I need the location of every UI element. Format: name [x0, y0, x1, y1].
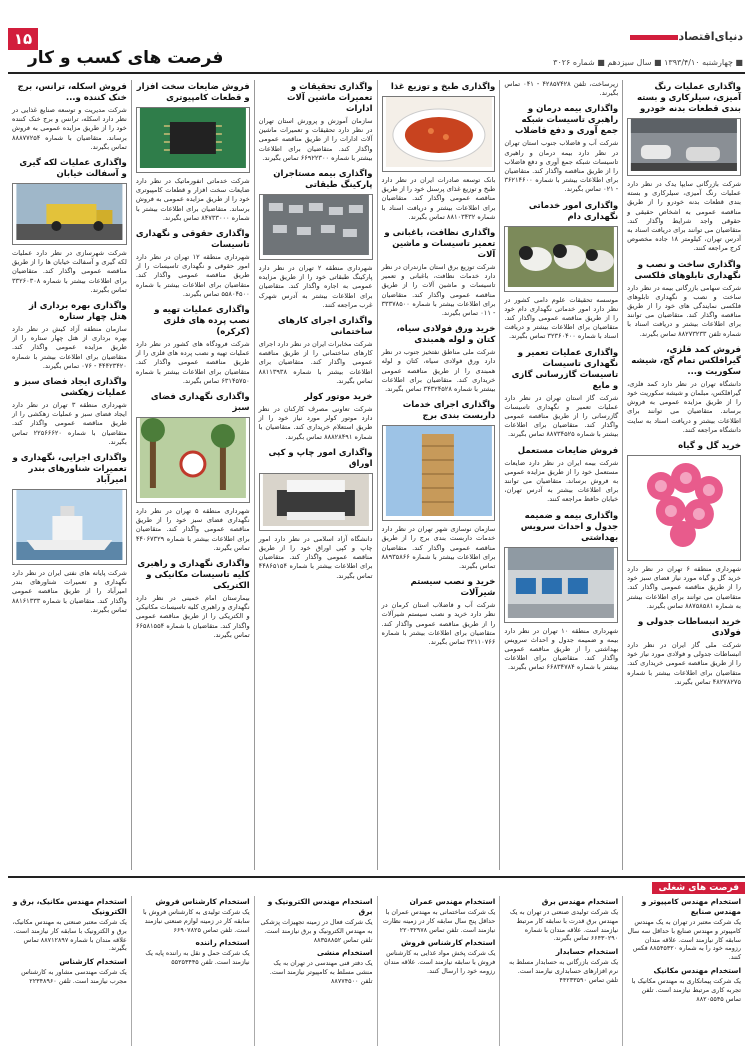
- ad-item: [504, 80, 618, 98]
- ad-title: واگذاری بهره برداری از هتل چهار ستاره: [28, 301, 127, 323]
- ad-title: واگذاری تحقیقات و تعمیرات ماشین آلات ادارات: [286, 82, 373, 114]
- classified-title: استخدام کارشناس فروش: [401, 938, 496, 948]
- ad-column: [499, 80, 622, 870]
- ad-item: [382, 324, 496, 394]
- car-factory-icon: [627, 118, 741, 176]
- ad-item: [259, 82, 373, 163]
- ad-column: [8, 80, 131, 870]
- classified-item: [627, 897, 741, 962]
- ad-item: [382, 400, 496, 571]
- ad-title: واگذاری ایجاد فضای سبز و عملیات زهکشی: [14, 377, 127, 399]
- classified-title: استخدام مهندس عمران: [409, 897, 496, 906]
- classified-column: [131, 896, 254, 1046]
- ad-body: شرکت شهرسازی در نظر دارد عملیات لکه گیری و آسفالت خیابان ها را از طریق مناقصه عمومی واگذار کند. متقاضیان برای اطلاعات بیشتر با شماره ۳۳۲۶۰۳۰۸ تماس بگیرند.: [12, 249, 127, 294]
- ad-body: شرکت ملی مناطق نفتخیز جنوب در نظر دارد ورق فولادی سیاه، کتان و لوله همبندی را از طریق مناقصه عمومی خریداری کند. متقاضیان برای اطلاعات بیشتر با شماره ۳۴۳۲۴۵۲۸ تماس بگیرند.: [381, 348, 496, 394]
- ad-item: [504, 201, 618, 342]
- ad-body: شرکت سهامی بازرگانی بیمه در نظر دارد ساخت و نصب و نگهداری تابلوهای فلکسی نمایندگی های خود را از طریق مناقصه واگذار کند. متقاضیان می توانند برای اطلاعات بیشتر و دریافت اسناد با شماره تلفن ۸۸۲۷۳۲۳۳ تماس بگیرند.: [627, 283, 741, 338]
- ad-body: دانشگاه آزاد اسلامی در نظر دارد امور چاپ و کپی اوراق خود را از طریق مناقصه عمومی واگذار کند. متقاضیان برای اطلاعات بیشتر با شماره ۴۴۸۶۵۱۵۴ تماس بگیرند.: [258, 534, 373, 580]
- classified-column: [622, 896, 745, 1046]
- classified-title: استخدام مهندس برق: [541, 897, 619, 906]
- classifieds-columns: [8, 896, 745, 1046]
- ad-title: فروش ضایعات سخت افزار و قطعات کامپیوتری: [136, 82, 250, 103]
- ad-title: واگذاری بیمه مستاجران پارکینگ طبقاتی: [273, 169, 373, 191]
- classified-body: یک شرکت مهندسی مشاور به کارشناس مجرب نیازمند است. تلفن ۲۲۳۴۸۹۶۰: [21, 968, 127, 985]
- ad-body: شرکت گاز استان تهران در نظر دارد عملیات تعمیر و نگهداری تاسیسات گازرسانی را از طریق مناقصه عمومی واگذار کند. متقاضیان برای اطلاعات بیشتر با شماره ۸۸۷۳۴۵۲۵ تماس بگیرند.: [504, 393, 619, 439]
- classified-item: [504, 947, 618, 984]
- ad-item: [382, 577, 496, 647]
- brand-name: دنیای‌اقتصاد: [678, 30, 743, 43]
- park-icon: [136, 417, 250, 503]
- page-number: ۱۵: [8, 28, 38, 50]
- ad-title: واگذاری نگهداری فضای سبز: [150, 392, 250, 414]
- ad-title: واگذاری نظافت، باغبانی و تعمیر تاسیسات و ماشین آلات: [384, 228, 496, 261]
- ad-body: شرکت ملی گاز ایران در نظر دارد انبساطات جدولی و فولادی مورد نیاز خود را از طریق مناقصه عمومی خریداری کند. متقاضیان برای اطلاعات بیشتر با شماره ۴۸۲۷۸۲۷۵ تماس بگیرند.: [627, 641, 741, 686]
- ad-body: شرکت تعاونی مصرف کارکنان در نظر دارد موتور کولر مورد نیاز خود را از طریق استعلام خریداری کند. متقاضیان با شماره ۸۸۸۲۸۴۹۱ تماس بگیرند.: [258, 405, 373, 441]
- ad-title: واگذاری اجرایی، نگهداری و تعمیرات شناورهای بندر امیرآباد: [12, 453, 127, 486]
- classified-item: [504, 897, 618, 943]
- classified-title: استخدام مهندس مکانیک: [653, 965, 741, 975]
- sheep-icon: [504, 226, 618, 292]
- roses-icon: [627, 455, 741, 561]
- ad-body: شهرداری منطقه ۱۰ تهران در نظر دارد بیمه و ضمیمه جدول و احداث سرویس بهداشتی را از طریق مناقصه عمومی واگذار کند. متقاضیان برای اطلاعات بیشتر با شماره ۶۶۸۳۴۷۸۴ تماس بگیرند.: [504, 626, 619, 672]
- ad-body: شرکت مخابرات ایران در نظر دارد اجرای کارهای ساختمانی را از طریق مناقصه عمومی واگذار کند. متقاضیان برای اطلاعات بیشتر با شماره ۸۸۱۱۳۹۳۸ تماس بگیرند.: [258, 340, 373, 385]
- ad-item: [136, 305, 250, 386]
- ad-body: شرکت آب و فاضلاب جنوب استان تهران در نظر دارد بیمه درمان و راهبری تاسیسات شبکه جمع آوری و دفع فاضلاب را از طریق مناقصه واگذار کند. متقاضیان برای اطلاعات بیشتر با شماره ۳۶۲۱۴۶۰۰ - ۰۲۱ تماس بگیرند.: [504, 139, 619, 194]
- ad-item: [504, 511, 618, 673]
- ad-title: واگذاری اجرای کارهای ساختمانی: [277, 316, 373, 338]
- ad-body: بانک توسعه صادرات ایران در نظر دارد طبخ و توزیع غذای پرسنل خود را از طریق مناقصه عمومی واگذار کند. متقاضیان برای اطلاعات بیشتر و دریافت اسناد با شماره ۸۸۱۰۳۴۳۲ تماس بگیرند.: [381, 176, 496, 221]
- ad-body: سازمان نوسازی شهر تهران در نظر دارد خدمات داربست بندی برج را از طریق مناقصه عمومی واگذار کند. متقاضیان برای اطلاعات بیشتر با شماره ۸۸۹۳۵۸۶۶ تماس بگیرند.: [381, 525, 496, 571]
- ad-body: سازمان منطقه آزاد کیش در نظر دارد بهره برداری از هتل چهار ستاره را از طریق مزایده عمومی واگذار کند. متقاضیان برای اطلاعات بیشتر با شماره ۴۴۴۲۳۴۲۰ - ۰۷۶ تماس بگیرند.: [12, 325, 127, 370]
- ad-body: شهرداری منطقه ۳ تهران در نظر دارد ایجاد فضای سبز و عملیات زهکشی را از طریق مناقصه عمومی واگذار کند. متقاضیان با شماره ۲۲۵۶۶۶۲۰ تماس بگیرند.: [12, 401, 127, 446]
- classified-title: استخدام مهندس الکترونیک و برق: [267, 897, 373, 916]
- ad-body: موسسه تحقیقات علوم دامی کشور در نظر دارد امور خدماتی نگهداری دام خود را از طریق مناقصه عمومی واگذار کند. متقاضیان برای اطلاعات بیشتر و دریافت اسناد با شماره ۳۲۳۶۰۴۰۰ تماس بگیرند.: [504, 295, 619, 341]
- ad-body: شرکت بیمه ایران در نظر دارد ضایعات مستعمل خود را از طریق مزایده عمومی به فروش برساند. متقاضیان می توانند برای اطلاعات بیشتر به آدرس تهران، خیابان حافظ مراجعه کنند.: [504, 458, 619, 504]
- classified-body: یک شرکت ساختمانی به مهندس عمران با حداقل پنج سال سابقه کار در زمینه نظارت نیازمند است. تلفن تماس ۲۲۰۳۲۹۷۸: [382, 908, 496, 934]
- ad-item: [136, 82, 250, 223]
- ad-title: خرید موتور کولر: [304, 392, 373, 403]
- ad-body: شرکت پایانه های نفتی ایران در نظر دارد نگهداری و تعمیرات شناورهای بندر امیرآباد را از طریق مناقصه عمومی واگذار کند. متقاضیان با شماره ۸۸۱۶۱۳۳۳ تماس بگیرند.: [12, 569, 127, 614]
- printer-icon: [259, 473, 373, 531]
- ad-item: [259, 316, 373, 386]
- ad-title: واگذاری ساخت و نصب و نگهداری تابلوهای فلکسی: [634, 259, 741, 281]
- ad-body: شهرداری منطقه ۲ تهران در نظر دارد پارکینگ طبقاتی خود را از طریق مزایده عمومی به اجاره واگذار کند. متقاضیان برای اطلاعات بیشتر به آدرس شهرک غرب مراجعه کنند.: [258, 264, 373, 309]
- ad-title: فروش کمد فلزی، گیرافلکس تمام گچ، شیشه سکوریت و...: [631, 344, 741, 377]
- ad-item: [259, 169, 373, 310]
- soup-icon: [382, 96, 496, 172]
- ad-item: [259, 392, 373, 442]
- classified-column: [8, 896, 131, 1046]
- brand-logo: [626, 30, 743, 43]
- section-title: فرصت های کسب و کار: [28, 48, 224, 68]
- ad-column: [622, 80, 745, 870]
- ad-item: [504, 348, 618, 440]
- ad-item: [627, 617, 741, 687]
- ad-item: [12, 158, 127, 295]
- classified-item: [136, 938, 250, 967]
- classified-title: استخدام کارشناس فروش: [155, 897, 250, 906]
- classifieds-title: فرصت های شغلی: [652, 882, 745, 894]
- classified-item: [259, 897, 373, 944]
- tower-icon: [382, 425, 496, 521]
- ad-title: واگذاری طبخ و توزیع غذا: [390, 82, 496, 92]
- classified-body: یک شرکت معتبر در تهران به یک مهندس کامپیوتر و مهندس صنایع با حداقل سه سال سابقه کار نیازمند است. علاقه مندان رزومه خود را به شماره ۸۸۵۴۵۳۲۰ فکس کنند.: [627, 918, 741, 962]
- classified-body: یک شرکت بازرگانی به حسابدار مسلط به نرم افزارهای حسابداری نیازمند است. تلفن تماس ۴۴۲۳۳۵۹۰: [508, 958, 619, 984]
- classified-item: [259, 948, 373, 985]
- ad-title: واگذاری حقوقی و نگهداری تاسیسات: [135, 229, 250, 251]
- classified-item: [382, 897, 496, 934]
- ad-body: شهرداری منطقه ۵ تهران در نظر دارد نگهداری فضای سبز خود را از طریق مناقصه عمومی واگذار کند. متقاضیان برای اطلاعات بیشتر با شماره ۴۴۰۶۷۳۲۹ تماس بگیرند.: [135, 507, 250, 552]
- ad-body: بیمارستان امام خمینی در نظر دارد نگهداری و راهبری کلیه تاسیسات مکانیکی و الکتریکی را از طریق مناقصه عمومی واگذار کند. متقاضیان با شماره ۶۶۵۸۱۵۵۴ تماس بگیرند.: [135, 594, 250, 639]
- ad-item: [504, 104, 618, 194]
- ad-body: شهرداری منطقه ۶ تهران در نظر دارد خرید گل و گیاه مورد نیاز فضای سبز خود را از طریق مناقصه عمومی واگذار کند. متقاضیان می توانند برای اطلاعات بیشتر به شماره ۸۸۷۵۸۵۸۱ تماس بگیرند.: [627, 565, 742, 610]
- ad-body: شرکت توزیع برق استان مازندران در نظر دارد خدمات نظافت، باغبانی و تعمیر تاسیسات و ماشین آلات را از طریق مناقصه عمومی واگذار کند. متقاضیان برای اطلاعات بیشتر با شماره ۳۳۳۷۸۵۰۰ - ۰۱۱ تماس بگیرند.: [381, 263, 496, 318]
- ad-title: واگذاری امور چاپ و کپی اوراق: [268, 447, 373, 469]
- classified-item: [12, 897, 127, 953]
- brand-bar: [630, 35, 678, 40]
- ad-column: [131, 80, 254, 870]
- classifieds-section: [8, 876, 745, 1048]
- ad-body: سازمان آموزش و پرورش استان تهران در نظر دارد تحقیقات و تعمیرات ماشین آلات ادارات را از طریق مناقصه عمومی واگذار کند. متقاضیان برای اطلاعات بیشتر با شماره ۶۶۹۲۲۳۰۰ تماس بگیرند.: [258, 117, 373, 162]
- ad-body: دانشگاه تهران در نظر دارد کمد فلزی، گیرافلکس، مبلمان و شیشه سکوریت خود را از طریق مزایده عمومی به فروش برساند. متقاضیان می توانند برای اطلاعات بیشتر و دریافت اسناد به سایت دانشگاه مراجعه کنند.: [627, 379, 741, 434]
- classified-body: یک شرکت حمل و نقل به راننده پایه یک نیازمند است. تلفن ۵۵۲۵۳۴۴۵: [145, 949, 250, 967]
- ad-body: شهرداری منطقه ۱۲ تهران در نظر دارد امور حقوقی و نگهداری تاسیسات را از طریق مناقصه عمومی واگذار کند. متقاضیان برای اطلاعات بیشتر با شماره ۵۵۸۰۴۵۰۰ تماس بگیرند.: [135, 253, 250, 298]
- ad-title: واگذاری عملیات تعمیر و نگهداری تاسیسات تاسیسات گازرسانی گازی و مایع: [511, 347, 619, 391]
- ad-title: واگذاری امور خدماتی نگهداری دام: [528, 200, 619, 222]
- ad-item: [259, 448, 373, 581]
- ad-item: [627, 345, 741, 435]
- ad-title: واگذاری عملیات رنگ آمیزی، سیلرکاری و بسته بندی قطعات بدنه خودرو: [637, 82, 741, 114]
- ad-title: واگذاری بیمه درمان و راهبری تاسیسات شبکه جمع آوری و دفع فاضلاب: [514, 104, 619, 137]
- ad-item: [12, 377, 127, 447]
- ad-item: [627, 441, 741, 611]
- ad-title: واگذاری اجرای خدمات داربست بندی برج: [402, 400, 496, 422]
- ad-body: شرکت بازرگانی سایپا یدک در نظر دارد عملیات رنگ آمیزی، سیلرکاری و بسته بندی قطعات بدنه خودرو را از طریق مناقصه عمومی به اشخاص حقیقی و حقوقی واجد شرایط واگذار کند. متقاضیان می توانند برای دریافت اسناد به آدرس تهران، کیلومتر ۱۸ جاده مخصوص کرج مراجعه کنند.: [627, 180, 741, 253]
- ad-title: واگذاری عملیات لکه گیری و آسفالت خیابان: [19, 158, 127, 180]
- ad-item: [627, 260, 741, 339]
- ad-item: [12, 301, 127, 371]
- ad-title: واگذاری نگهداری و راهبری کلیه تاسیسات مکانیکی و الکتریکی: [137, 559, 250, 592]
- parking-icon: [259, 194, 373, 260]
- ad-body: شرکت خدماتی انفورماتیک در نظر دارد ضایعات سخت افزار و قطعات کامپیوتری خود را از طریق مزایده عمومی به فروش برساند. متقاضیان برای اطلاعات بیشتر با شماره ۸۴۷۳۳۰۰۰ تماس بگیرند.: [135, 177, 250, 222]
- ad-column: [377, 80, 500, 870]
- classified-item: [12, 957, 127, 986]
- ad-body: شرکت آب و فاضلاب استان کرمان در نظر دارد خرید و نصب سیستم شیرآلات را از طریق مناقصه عمومی واگذار کند. متقاضیان برای اطلاعات بیشتر با شماره ۳۲۱۱۰۷۶۶ تماس بگیرند.: [381, 601, 496, 647]
- ad-item: [504, 446, 618, 505]
- ad-item: [382, 82, 496, 222]
- ad-item: [12, 82, 127, 152]
- classified-body: یک شرکت فعال در زمینه تجهیزات پزشکی به مهندس الکترونیک و برق نیازمند است. تلفن تماس ۸۸۳۵۸۸۵۲: [260, 918, 373, 944]
- classified-column: [499, 896, 622, 1046]
- classified-body: یک شرکت پیمانکاری به مهندس مکانیک با تجربه کاری مرتبط نیازمند است. تلفن تماس ۸۸۲۰۵۵۴۵: [631, 976, 741, 1003]
- classified-column: [377, 896, 500, 1046]
- chip-icon: [136, 107, 250, 173]
- ad-body: شرکت مدیریت و توسعه صنایع غذایی در نظر دارد اسکله، ترانس و برج خنک کننده خود را از طریق مزایده عمومی به فروش برساند. متقاضیان با شماره ۸۸۸۷۷۲۵۴ تماس بگیرند.: [12, 106, 127, 151]
- ad-title: واگذاری عملیات تهیه و نصب پرده های فلزی (کرکره): [154, 305, 250, 338]
- classified-item: [136, 897, 250, 934]
- classified-item: [627, 966, 741, 1003]
- classified-item: [382, 938, 496, 975]
- page-header: [8, 28, 745, 74]
- classified-body: یک شرکت معتبر صنعتی به مهندس مکانیک، برق و الکترونیک با سابقه کار نیازمند است. علاقه مندان با شماره ۸۸۷۱۲۸۹۷ تماس بگیرند.: [12, 918, 127, 953]
- ad-item: [627, 82, 741, 254]
- classified-body: یک شرکت تولیدی صنعتی در تهران به یک مهندس برق قدرت با سابقه کار مرتبط نیازمند است. علاقه مندان با شماره ۶۶۴۳۰۲۹۰ تماس بگیرند.: [509, 908, 619, 943]
- ad-item: [136, 559, 250, 640]
- ad-body: زیرساخت، تلفن ۴۲۸۵۷۴۲۸ - ۰۴۱ تماس بگیرند.: [504, 80, 619, 98]
- classified-title: استخدام مهندس مکانیک، برق و الکترونیک: [12, 897, 127, 916]
- classified-column: [254, 896, 377, 1046]
- ad-item: [136, 229, 250, 299]
- ad-item: [12, 453, 127, 615]
- classified-title: استخدام کارشناس: [59, 957, 127, 967]
- ad-title: خرید و نصب سیستم شیرآلات: [410, 577, 496, 599]
- asphalt-truck-icon: [12, 183, 127, 245]
- ad-column: [254, 80, 377, 870]
- ship-icon: [12, 489, 127, 565]
- ad-title: فروش اسکله، ترانس، برج خنک کننده و...: [17, 82, 127, 103]
- ad-item: [382, 228, 496, 318]
- classified-title: استخدام حسابدار: [555, 947, 619, 957]
- ad-title: خرید ورق فولادی سیاه، کتان و لوله همبندی: [396, 324, 496, 346]
- classified-title: استخدام راننده: [195, 938, 250, 948]
- ads-columns: [8, 80, 745, 870]
- classified-title: استخدام مهندس کامپیوتر و مهندس صنایع: [641, 897, 741, 916]
- ad-title: فروش ضایعات مستعمل: [517, 445, 619, 456]
- ad-title: خرید انبساطات جدولی و فولادی: [638, 617, 741, 639]
- classified-body: یک شرکت پخش مواد غذایی به کارشناس فروش با سابقه نیازمند است. علاقه مندان رزومه خود را ارسال کنند.: [384, 949, 496, 975]
- classified-title: استخدام منشی: [316, 948, 373, 958]
- ad-item: [136, 392, 250, 553]
- ad-body: شرکت فرودگاه های کشور در نظر دارد عملیات تهیه و نصب پرده های فلزی را از طریق مناقصه عمومی واگذار کند. متقاضیان برای اطلاعات بیشتر با شماره ۶۳۱۴۵۷۵۰ تماس بگیرند.: [135, 340, 250, 385]
- tunnel-icon: [504, 547, 618, 623]
- dateline: ■ چهارشنبه ۱۳۹۳/۴/۱۰ ■ سال سیزدهم ■ شماره ۳۰۲۶: [553, 58, 743, 67]
- classified-body: یک شرکت تولیدی به کارشناس فروش با سابقه کار در زمینه لوازم صنعتی نیازمند است. تلفن تماس ۶۶۹۰۷۸۲۵: [142, 908, 250, 934]
- classified-body: یک دفتر فنی مهندسی در تهران به یک منشی مسلط به کامپیوتر نیازمند است. تلفن ۸۸۷۷۴۵۰۰: [269, 959, 373, 985]
- ad-title: واگذاری بیمه و ضمیمه جدول و احداث سرویس بهداشتی: [520, 510, 619, 543]
- ad-title: خرید گل و گیاه: [678, 441, 741, 452]
